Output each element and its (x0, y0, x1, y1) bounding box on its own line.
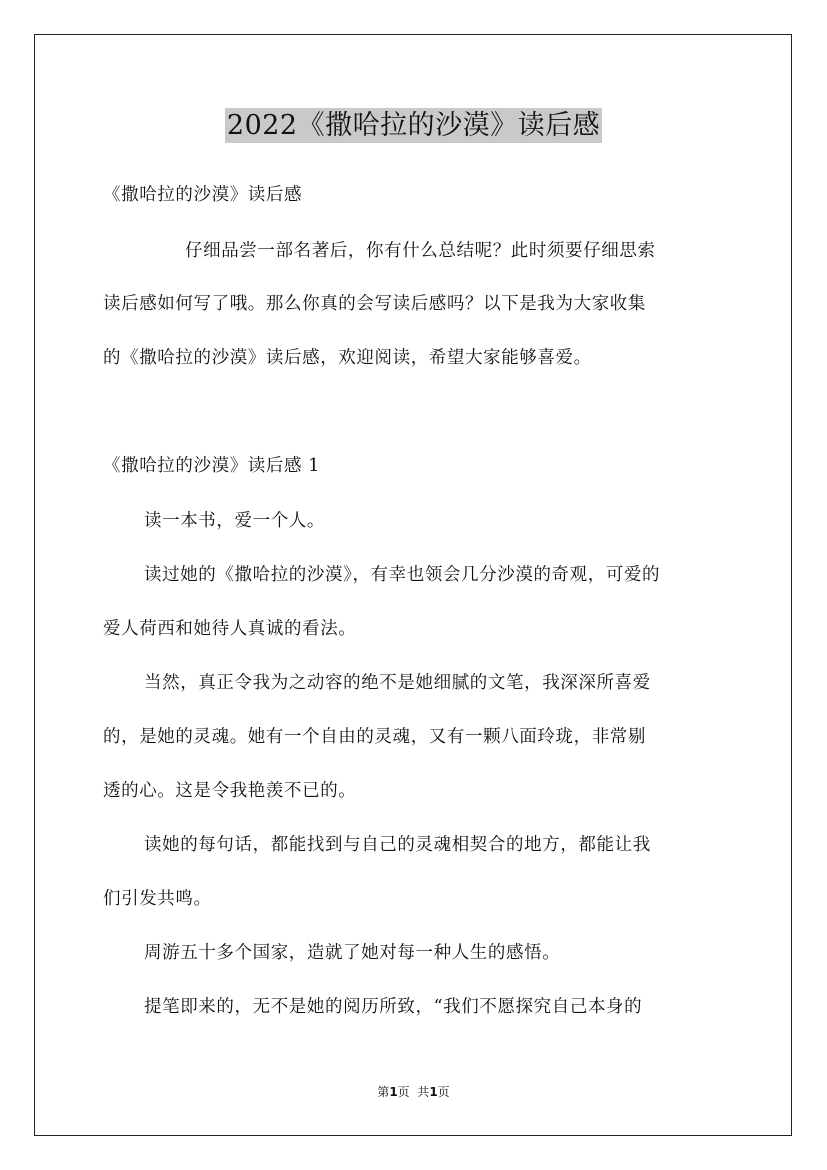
body-line-3: 爱人荷西和她待人真诚的看法。 (103, 619, 357, 639)
document-title-text: 2022《撒哈拉的沙漠》读后感 (226, 110, 601, 141)
intro-line-3: 的《撒哈拉的沙漠》读后感，欢迎阅读，希望大家能够喜爱。 (103, 348, 592, 368)
body-line-6: 透的心。这是令我艳羡不已的。 (103, 781, 357, 801)
footer-suffix: 页 (437, 1085, 450, 1099)
document-title (0, 103, 827, 142)
footer-mid: 页 共 (397, 1085, 430, 1099)
footer-page-number: 1 (389, 1085, 398, 1099)
intro-line-2: 读后感如何写了哦。那么你真的会写读后感吗？以下是我为大家收集 (103, 294, 646, 314)
body-line-4: 当然，真正令我为之动容的绝不是她细腻的文笔，我深深所喜爱 (144, 673, 651, 693)
page-footer (0, 1083, 827, 1100)
body-line-8: 们引发共鸣。 (103, 889, 212, 909)
body-line-7: 读她的每句话，都能找到与自己的灵魂相契合的地方，都能让我 (144, 835, 651, 855)
subtitle: 《撒哈拉的沙漠》读后感 (103, 185, 303, 205)
intro-line-1: 仔细品尝一部名著后，你有什么总结呢？此时须要仔细思索 (185, 241, 656, 261)
body-line-9: 周游五十多个国家，造就了她对每一种人生的感悟。 (144, 943, 561, 963)
section-heading: 《撒哈拉的沙漠》读后感 1 (103, 456, 320, 476)
footer-prefix: 第 (377, 1085, 390, 1099)
body-line-5: 的，是她的灵魂。她有一个自由的灵魂，又有一颗八面玲珑，非常剔 (103, 727, 646, 747)
footer-page-total: 1 (429, 1085, 438, 1099)
body-line-10: 提笔即来的，无不是她的阅历所致，“我们不愿探究自己本身的 (144, 997, 643, 1017)
body-line-2: 读过她的《撒哈拉的沙漠》，有幸也领会几分沙漠的奇观，可爱的 (144, 565, 661, 585)
body-line-1: 读一本书，爱一个人。 (144, 511, 325, 531)
